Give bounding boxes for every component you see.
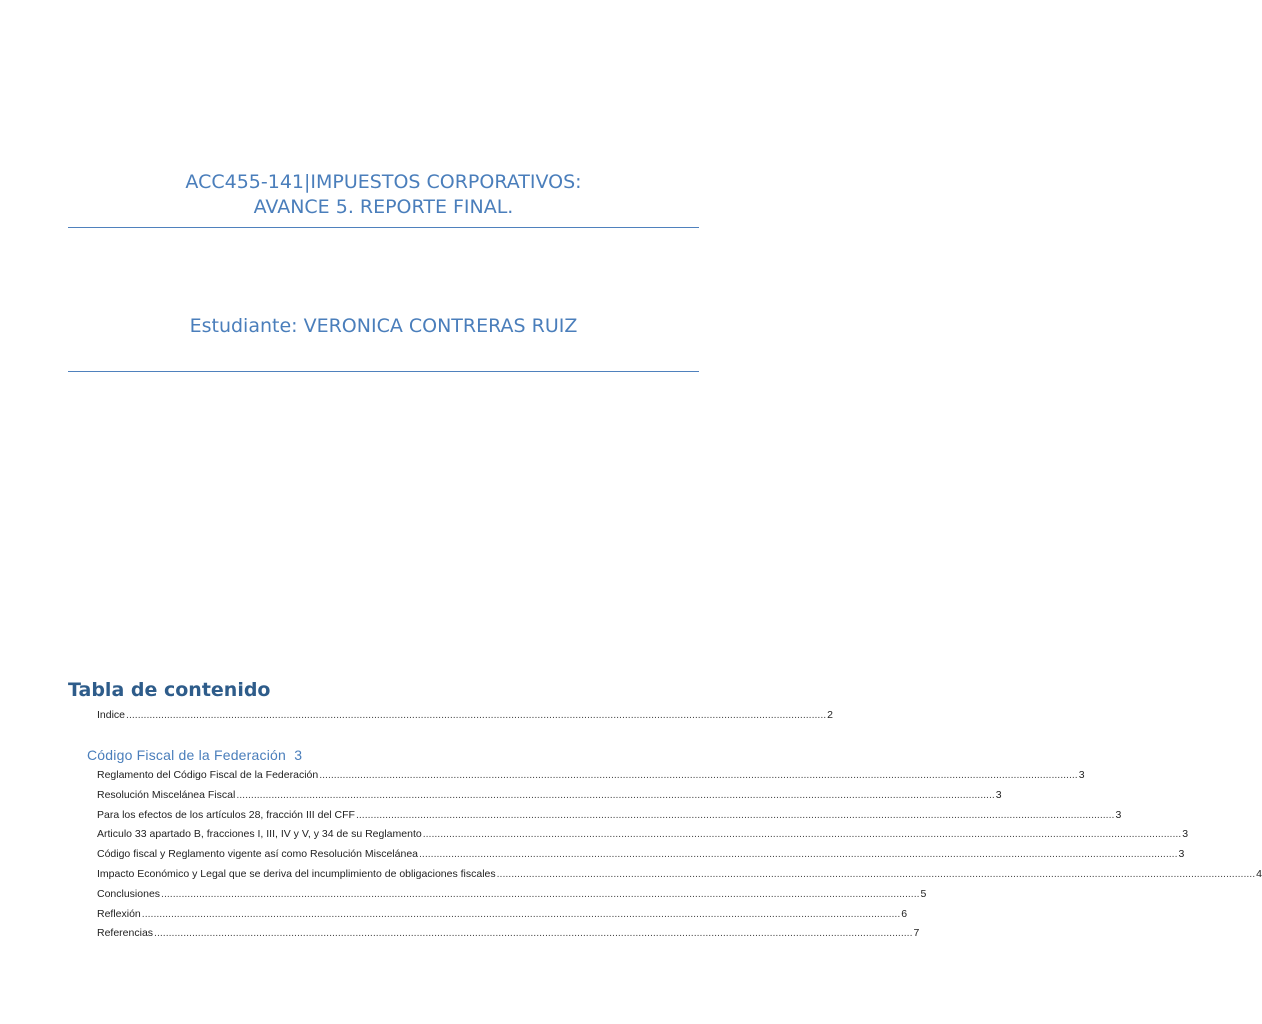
student-divider [68, 371, 699, 372]
toc-leader-dots: .................................................................................................................................................................................................................................................................... [355, 808, 1115, 821]
toc-entry-label: Referencias [97, 927, 154, 940]
toc-entry-label: Impacto Económico y Legal que se deriva del incumplimiento de obligaciones fiscales [97, 868, 496, 880]
toc-entry[interactable] [97, 926, 920, 940]
toc-heading: Tabla de contenido [68, 679, 271, 701]
toc-entry-label: Reflexión [97, 907, 141, 920]
title-line-2: AVANCE 5. REPORTE FINAL. [253, 196, 514, 218]
toc-section-page: 3 [294, 747, 303, 763]
toc-section-heading[interactable] [87, 747, 302, 763]
toc-entry[interactable] [97, 847, 1185, 861]
toc-entry-label: Reglamento del Código Fiscal de la Federación [97, 769, 319, 781]
toc-entry-page: 6 [901, 907, 908, 920]
toc-entry[interactable] [97, 907, 908, 921]
document-title [68, 170, 699, 220]
toc-entry-label: Conclusiones [97, 887, 161, 900]
toc-entry[interactable] [97, 867, 1262, 881]
toc-leader-dots: .................................................................................................................................................................................................................................................................... [236, 788, 995, 801]
toc-leader-dots: .................................................................................................................................................................................................................................................................... [154, 927, 913, 940]
toc-entry[interactable] [97, 768, 1085, 782]
student-name: Estudiante: VERONICA CONTRERAS RUIZ [189, 315, 578, 337]
toc-entry[interactable] [97, 887, 927, 901]
toc-leader-dots: .................................................................................................................................................................................................................................................................... [419, 848, 1178, 861]
toc-leader-dots: .................................................................................................................................................................................................................................................................... [141, 907, 901, 920]
toc-entry-page: 5 [920, 887, 927, 900]
toc-entry-page: 3 [1182, 828, 1189, 841]
toc-entry[interactable] [97, 808, 1122, 822]
toc-entry-page: 3 [1115, 808, 1122, 821]
toc-entry-label: Indice [97, 709, 126, 721]
toc-entry-indice[interactable] [97, 708, 834, 722]
toc-entry-page: 3 [1078, 769, 1085, 781]
toc-leader-dots: .................................................................................................................................................................................................................................................................... [422, 828, 1182, 841]
toc-entry-page: 4 [1256, 868, 1262, 880]
toc-entry-label: Resolución Miscelánea Fiscal [97, 788, 236, 801]
toc-entry-page: 3 [995, 788, 1002, 801]
toc-entry-label: Para los efectos de los artículos 28, fracción III del CFF [97, 808, 355, 821]
title-line-1: ACC455-141|IMPUESTOS CORPORATIVOS: [185, 171, 582, 193]
title-divider [68, 227, 699, 228]
toc-entry-page: 7 [913, 927, 920, 940]
toc-section-label: Código Fiscal de la Federación [87, 747, 286, 763]
toc-leader-dots: .................................................................................................................................................................................................................................................................... [319, 769, 1078, 781]
toc-leader-dots: .................................................................................................................................................................................................................................................................... [161, 887, 920, 900]
toc-leader-dots: ................................................................................................................................................................................................................................................ [126, 709, 827, 721]
toc-entry[interactable] [97, 788, 1002, 802]
toc-entry-page: 3 [1178, 848, 1185, 861]
toc-entry-label: Código fiscal y Reglamento vigente así como Resolución Miscelánea [97, 848, 418, 861]
toc-entry-page: 2 [827, 709, 834, 721]
toc-leader-dots: .................................................................................................................................................................................................................................................................... [496, 868, 1256, 880]
toc-entry[interactable] [97, 827, 1189, 841]
toc-entry-label: Articulo 33 apartado B, fracciones I, III, IV y V, y 34 de su Reglamento [97, 828, 422, 841]
